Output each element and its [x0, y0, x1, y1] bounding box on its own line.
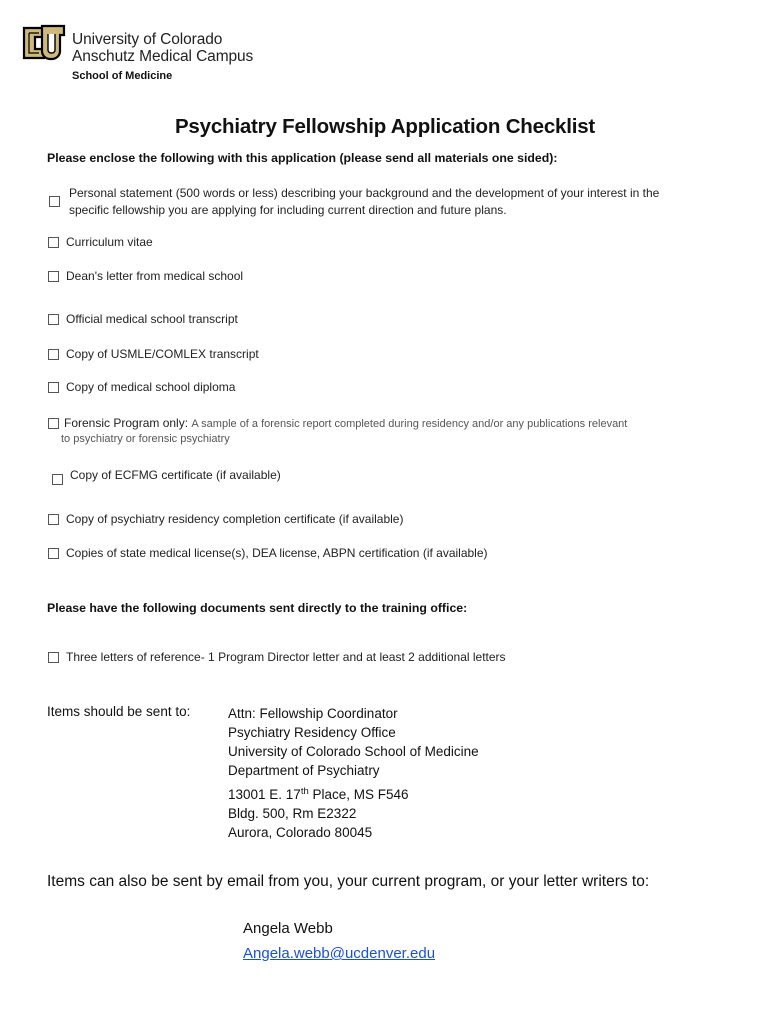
checkbox-forensic[interactable]	[48, 418, 59, 429]
section2-heading: Please have the following documents sent directly to the training office:	[47, 601, 468, 615]
checklist-item-usmle	[48, 346, 259, 363]
checkbox-ecfmg[interactable]	[52, 474, 63, 485]
mailing-address	[228, 704, 479, 842]
contact-name: Angela Webb	[243, 920, 333, 937]
school-name: School of Medicine	[72, 70, 173, 82]
personal-statement-item	[69, 185, 659, 219]
forensic-desc-line2: to psychiatry or forensic psychiatry	[61, 433, 230, 445]
university-line1: University of Colorado	[72, 31, 223, 48]
checkbox-deans-letter[interactable]	[48, 271, 59, 282]
checklist-item-references	[48, 649, 506, 666]
forensic-label: Forensic Program only:	[64, 416, 189, 430]
email-instruction: Items can also be sent by email from you, your current program, or your letter writers to:	[47, 873, 650, 890]
personal-statement-line1: Personal statement (500 words or less) describing your background and the development of your interest in the	[69, 186, 660, 200]
checklist-item-transcript	[48, 311, 238, 328]
checkbox-references[interactable]	[48, 652, 59, 663]
address-line1: Attn: Fellowship Coordinator	[228, 706, 398, 721]
checklist-item-residency-cert	[48, 511, 403, 528]
checklist-item-cv	[48, 234, 153, 251]
cu-logo	[22, 22, 66, 64]
checkbox-licenses[interactable]	[48, 548, 59, 559]
ecfmg-label: Copy of ECFMG certificate (if available)	[70, 468, 281, 482]
checklist-item-licenses	[48, 545, 488, 562]
residency-cert-label: Copy of psychiatry residency completion certificate (if available)	[66, 512, 404, 526]
checkbox-usmle[interactable]	[48, 349, 59, 360]
transcript-label: Official medical school transcript	[66, 312, 238, 326]
university-name	[72, 31, 253, 65]
address-street	[228, 782, 479, 804]
contact-email-link[interactable]: Angela.webb@ucdenver.edu	[243, 945, 436, 962]
address-label: Items should be sent to:	[47, 704, 191, 719]
street-name: Place, MS F546	[308, 787, 409, 802]
checklist-item-forensic	[48, 415, 627, 433]
section1-heading: Please enclose the following with this application (please send all materials one sided):	[47, 151, 558, 165]
checkbox-residency-cert[interactable]	[48, 514, 59, 525]
diploma-label: Copy of medical school diploma	[66, 380, 236, 394]
address-line6: Bldg. 500, Rm E2322	[228, 806, 357, 821]
references-label: Three letters of reference- 1 Program Director letter and at least 2 additional letters	[66, 650, 506, 664]
cu-logo-icon	[22, 22, 66, 64]
checkbox-cv[interactable]	[48, 237, 59, 248]
address-line7: Aurora, Colorado 80045	[228, 825, 373, 840]
checkbox-diploma[interactable]	[48, 382, 59, 393]
usmle-label: Copy of USMLE/COMLEX transcript	[66, 347, 259, 361]
address-line2: Psychiatry Residency Office	[228, 725, 396, 740]
address-line4: Department of Psychiatry	[228, 763, 380, 778]
street-number: 13001 E. 17	[228, 787, 301, 802]
page-title: Psychiatry Fellowship Application Checklist	[174, 115, 596, 138]
street-suffix: th	[300, 786, 309, 797]
deans-letter-label: Dean's letter from medical school	[66, 269, 244, 283]
personal-statement-line2: specific fellowship you are applying for including current direction and future plans.	[69, 203, 507, 217]
checklist-item-diploma	[48, 379, 235, 396]
cv-label: Curriculum vitae	[66, 235, 153, 249]
address-line3: University of Colorado School of Medicine	[228, 744, 479, 759]
checklist-item-deans-letter	[48, 268, 243, 285]
forensic-desc-line1: A sample of a forensic report completed during residency and/or any publications relevant	[191, 418, 628, 430]
licenses-label: Copies of state medical license(s), DEA license, ABPN certification (if available)	[66, 546, 488, 560]
checkbox-transcript[interactable]	[48, 314, 59, 325]
university-line2: Anschutz Medical Campus	[72, 48, 254, 65]
checkbox-personal-statement[interactable]	[49, 196, 60, 207]
